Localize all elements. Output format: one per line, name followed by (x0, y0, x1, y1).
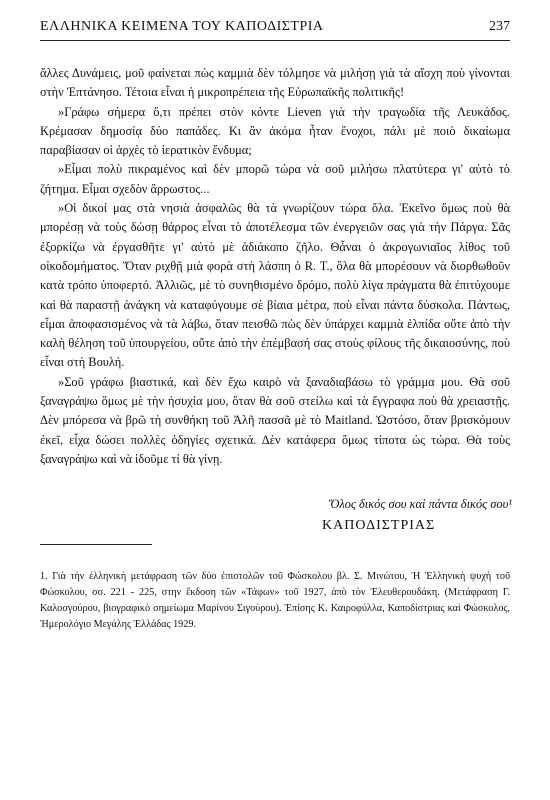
paragraph: »Εἶμαι πολὺ πικραμένος καὶ δὲν μπορῶ τώρα νὰ σοῦ μιλήσω πλατύτερα γι' αὐτὸ τὸ ζήτημα. Εἶμαι σχεδὸν ἄρρωστος... (40, 162, 510, 196)
closing-line: Ὅλος δικός σου καὶ πάντα δικός σου¹ (328, 497, 512, 511)
signature: ΚΑΠΟΔΙΣΤΡΙΑΣ (322, 518, 436, 533)
running-title: ΕΛΛΗΝΙΚΑ ΚΕΙΜΕΝΑ ΤΟΥ ΚΑΠΟΔΙΣΤΡΙΑ (40, 19, 324, 34)
paragraph: »Γράφω σήμερα ὅ,τι πρέπει στὸν κόντε Lieven γιὰ τὴν τραγωδία τῆς Λευκάδος. Κρέμασαν δημοσίᾳ δύο παπάδες. Κι ἂν ἀκόμα ἦταν ἔνοχοι, πάλι μὲ ποιὸ δικαίωμα παραβίασαν οἱ ἀρχὲς τὸ ἱερατικὸν ἔνδυμα; (40, 104, 510, 158)
page-number: 237 (489, 19, 510, 34)
letter-closing (280, 497, 512, 534)
footnote: 1. Γιὰ τὴν ἑλληνικὴ μετάφραση τῶν δύο ἐπιστολῶν τοῦ Φώσκολου βλ. Σ. Μινώτου, Ἡ Ἑλληνικὴ ψυχὴ τοῦ Φώσκολου, σσ. 221 - 225, στην ἔκδοση τῶν «Τάφων» τοῦ 1927, ἀπὸ τὸν Ἐλευθερουδάκη. (Μετάφραση Γ. Καλοσγούρου, βιογραφικὸ σημείωμα Μαρίνου Σιγούρου). Ἐπίσης Κ. Καιροφύλλα, Καποδίστριας καὶ Φώσκολος, Ἡμερολόγιο Μεγάλης Ἑλλάδας 1929. (40, 571, 510, 630)
footnote-divider (40, 544, 152, 545)
paragraph: ἄλλες Δυνάμεις, μοῦ φαίνεται πὼς καμμιὰ δὲν τόλμησε νὰ μιλήσῃ γιὰ τὰ αἴσχη ποὺ γίνονται στὴν Ἑπτάνησο. Τέτοια εἶναι ἡ μικροπρέπεια τῆς Εὐρωπαϊκῆς πολιτικῆς! (40, 66, 510, 100)
page-header (40, 16, 510, 41)
paragraph: »Σοῦ γράφω βιαστικά, καὶ δὲν ἔχω καιρὸ νὰ ξαναδιαβάσω τὸ γράμμα μου. Θὰ σοῦ ξαναγράψω ὅμως μὲ τὴν ἡσυχία μου, ὅταν θὰ σοῦ στείλω καὶ τὰ ἔγγραφα ποὺ θὰ χρειαστῇς. Δὲν μπόρεσα νὰ βρῶ τὴ συνθήκη τοῦ Ἀλῆ πασσᾶ μὲ τὸ Maitland. Ὡστόσο, ὅταν βρισκόμουν ἐκεῖ, εἶχα δώσει πολλὲς ὁδηγίες σχετικά. Δὲν κατάφερα ὅμως τίποτα ὡς τώρα. Θὰ τοὺς ξαναγράψω καὶ νὰ ἰδοῦμε τί θὰ γίνῃ. (40, 374, 510, 466)
paragraph: »Οἱ δικοί μας στὰ νησιὰ ἀσφαλῶς θὰ τὰ γνωρίζουν τώρα ὅλα. Ἐκεῖνο ὅμως ποὺ θὰ μπορέσῃ νὰ τοὺς δώσῃ θάρρος εἶναι τὸ ἀποτέλεσμα τῶν ἐνεργειῶν σας γιὰ τὴν Πάργα. Σᾶς ἐξορκίζω νὰ ἐργασθῆτε γι' αὐτὸ μὲ ἀδιάκοπο ζῆλο. Θἆναι ὁ ἀκρογωνιαῖος λίθος τοῦ οἰκοδομήματος. Ὅταν ριχθῇ μιὰ φορὰ στὴ λάσπη ὁ R. T., ὅλα θὰ μπορέσουν νὰ διορθωθοῦν κατὰ τρόπο ὑποφερτό. Ἀλλιῶς, μὲ τὸ συνηθισμένο δρόμο, πολὺ λίγα πράγματα θὰ ἐπιτύχουμε καὶ θὰ παραστῇ ἀνάγκη νὰ καταφύγουμε σὲ βίαια μέτρα, ποὺ εἶναι πάντα δύσκολα. Πάντως, εἶμαι ἀποφασισμένος νὰ τὰ λάβω, ὅταν πεισθῶ πὼς δὲν ὑπάρχει καμμιὰ ἐλπίδα οὔτε ἀπὸ τὴν καλὴ θέληση τοῦ ὑπουργείου, οὔτε ἀπὸ τὴν ἐπέμβασή σας στοὺς φίλους τῆς δικαιοσύνης, ποὺ εἶναι στὴ Βουλή. (40, 201, 510, 370)
letter-body (40, 64, 510, 469)
